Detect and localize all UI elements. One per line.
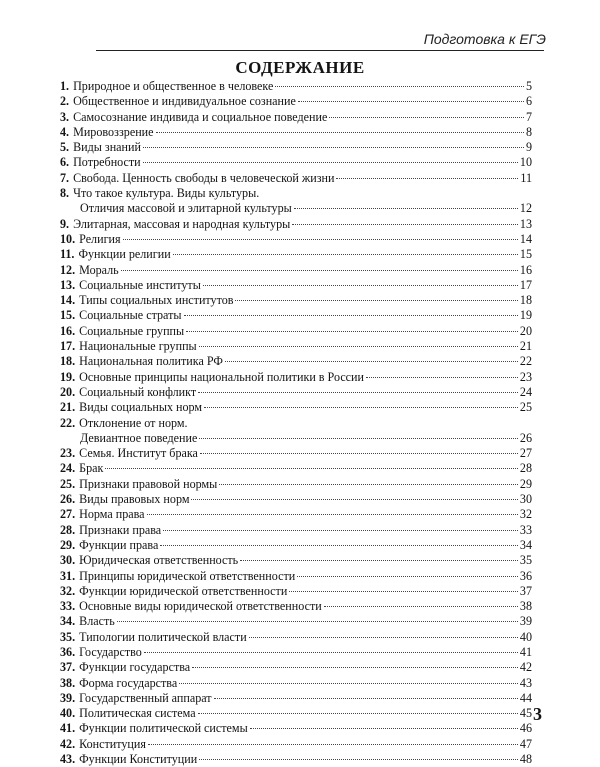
toc-entry-title: Свобода. Ценность свободы в человеческой жизни [73,170,335,185]
toc-entry [60,155,532,170]
toc-entry-title: Социальный конфликт [79,384,197,399]
toc-entry-title: Функции юридической ответственности [79,583,288,598]
dot-leader [184,315,518,316]
toc-entry [60,339,532,354]
toc-entry [60,140,532,155]
toc-entry-page: 32 [519,507,532,522]
dot-leader [143,147,524,148]
dot-leader [199,346,518,347]
toc-entry-page: 23 [519,369,532,384]
toc-entry-page: 21 [519,339,532,354]
dot-leader [192,667,518,668]
toc-entry-title: Признаки права [79,522,162,537]
toc-entry-number: 8. [60,186,70,201]
toc-entry-page: 39 [519,614,532,629]
toc-entry-number: 35. [60,629,76,644]
toc-entry [60,186,532,201]
toc-entry-number: 31. [60,568,76,583]
toc-entry [60,721,532,736]
toc-entry-number: 38. [60,675,76,690]
dot-leader [275,86,524,87]
toc-entry-number: 25. [60,476,76,491]
toc-entry-number: 9. [60,216,70,231]
toc-entry-number: 14. [60,293,76,308]
toc-entry-number: 10. [60,231,76,246]
toc-entry [60,523,532,538]
toc-entry-page: 16 [519,262,532,277]
toc-entry-title: Политическая система [79,706,196,721]
toc-entry [60,446,532,461]
toc-entry-number: 34. [60,614,76,629]
toc-entry-page: 26 [519,430,532,445]
toc-entry-page: 19 [519,308,532,323]
toc-entry-title: Государственный аппарат [79,690,212,705]
toc-entry [60,706,532,721]
toc-entry-number: 18. [60,354,76,369]
toc-entry-title: Виды социальных норм [79,400,203,415]
toc-entry-number: 28. [60,522,76,537]
toc-entry-page: 35 [519,553,532,568]
toc-entry [60,477,532,492]
toc-entry-continuation [60,201,532,216]
toc-entry-page: 24 [519,384,532,399]
toc-entry [60,492,532,507]
toc-entry-page: 34 [519,537,532,552]
toc-entry-number: 2. [60,94,70,109]
toc-entry-page: 12 [519,201,532,216]
dot-leader [289,591,518,592]
dot-leader [324,606,518,607]
toc-entry [60,370,532,385]
toc-entry-number: 15. [60,308,76,323]
toc-entry-page: 25 [519,400,532,415]
toc-entry [60,660,532,675]
toc-entry-number: 16. [60,323,76,338]
toc-entry-title: Социальные страты [79,308,182,323]
toc-entry [60,293,532,308]
running-header: Подготовка к ЕГЭ [423,31,546,47]
toc-entry [60,630,532,645]
toc-entry-page: 29 [519,476,532,491]
toc-entry [60,125,532,140]
dot-leader [179,683,518,684]
dot-leader [160,545,518,546]
dot-leader [191,499,517,500]
toc-entry-page: 11 [520,170,532,185]
dot-leader [329,117,524,118]
toc-entry-page: 8 [525,124,532,139]
toc-entry [60,584,532,599]
toc-entry-page: 30 [519,492,532,507]
toc-entry-title: Форма государства [79,675,178,690]
toc-entry-title: Природное и общественное в человеке [73,79,274,93]
dot-leader [225,361,518,362]
toc-entry-page: 13 [519,216,532,231]
toc-entry-number: 41. [60,721,76,736]
toc-entry-title: Виды знаний [73,140,141,155]
toc-entry-number: 19. [60,369,76,384]
toc-entry-number: 6. [60,155,70,170]
toc-entry-page: 5 [525,79,532,93]
toc-entry-number: 26. [60,492,76,507]
toc-entry [60,416,532,431]
dot-leader [144,652,518,653]
dot-leader [298,101,524,102]
toc-entry-title: Виды правовых норм [79,492,190,507]
toc-entry-number: 36. [60,644,76,659]
toc-entry-title: Мировоззрение [73,124,154,139]
dot-leader [147,514,518,515]
dot-leader [203,285,518,286]
toc-entry-number: 33. [60,599,76,614]
toc-entry [60,232,532,247]
toc-entry [60,569,532,584]
toc-entry-number: 40. [60,706,76,721]
toc-entry [60,324,532,339]
toc-entry-title: Религия [79,231,121,246]
header-rule [96,50,544,51]
dot-leader [297,576,518,577]
toc-entry-number: 20. [60,384,76,399]
toc-entry-title: Принципы юридической ответственности [79,568,296,583]
toc-entry-number: 39. [60,690,76,705]
page-title: СОДЕРЖАНИЕ [235,58,365,77]
toc-entry-title: Норма права [79,507,145,522]
toc-entry-page: 40 [519,629,532,644]
toc-entry-title: Мораль [79,262,119,277]
toc-entry-number: 27. [60,507,76,522]
toc-entry-page: 36 [519,568,532,583]
toc-entry-title: Типы социальных институтов [79,293,234,308]
dot-leader [214,698,518,699]
dot-leader [173,254,518,255]
toc-entry-title: Конституция [79,736,146,751]
toc-entry [60,354,532,369]
toc-entry-title: Национальная политика РФ [79,354,223,369]
dot-leader [199,759,518,760]
toc-entry [60,645,532,660]
toc-entry-number: 11. [60,247,75,262]
dot-leader [219,484,518,485]
toc-entry-page: 33 [519,522,532,537]
toc-entry-page: 37 [519,583,532,598]
dot-leader [366,377,518,378]
toc-entry [60,94,532,109]
toc-entry [60,461,532,476]
toc-entry [60,691,532,706]
toc-entry-title: Что такое культура. Виды культуры. [73,186,260,201]
toc-entry-page: 27 [519,446,532,461]
toc-entry-page: 7 [525,109,532,124]
dot-leader [198,713,518,714]
toc-entry-number: 24. [60,461,76,476]
toc-entry-page: 41 [519,644,532,659]
toc-entry-page: 17 [519,277,532,292]
toc-entry-number: 21. [60,400,76,415]
dot-leader [204,407,518,408]
dot-leader [123,239,518,240]
dot-leader [163,530,518,531]
toc-entry-page: 46 [519,721,532,736]
toc-entry-page: 10 [519,155,532,170]
toc-entry [60,263,532,278]
dot-leader [198,392,518,393]
toc-entry-title: Социальные группы [79,323,185,338]
dot-leader [199,438,518,439]
toc-entry [60,553,532,568]
dot-leader [200,453,518,454]
toc-entry-number: 5. [60,140,70,155]
toc-entry-number: 43. [60,752,76,767]
toc-entry [60,308,532,323]
toc-entry-title: Основные виды юридической ответственности [79,599,322,614]
toc-entry [60,217,532,232]
toc-entry-number: 37. [60,660,76,675]
dot-leader [292,224,518,225]
toc-entry-title: Признаки правовой нормы [79,476,218,491]
toc-entry-number: 29. [60,537,76,552]
toc-entry-page: 48 [519,752,532,767]
toc-entry-number: 1. [60,79,70,93]
toc-entry-page: 44 [519,690,532,705]
toc-entry-title: Общественное и индивидуальное сознание [73,94,296,109]
toc-entry-page: 14 [519,231,532,246]
toc-entry-number: 30. [60,553,76,568]
toc-entry-title: Функции политической системы [79,721,248,736]
dot-leader [240,560,518,561]
dot-leader [121,270,518,271]
toc-entry-title: Государство [79,644,142,659]
toc-entry-title: Отклонение от норм. [79,415,188,430]
dot-leader [148,744,518,745]
toc-entry-page: 47 [519,736,532,751]
toc-entry-page: 6 [525,94,532,109]
toc-entry-page: 18 [519,293,532,308]
toc-entry-number: 22. [60,415,76,430]
toc-entry [60,507,532,522]
toc-entry-page: 20 [519,323,532,338]
dot-leader [235,300,517,301]
toc-entry-number: 17. [60,339,76,354]
toc-entry-page: 43 [519,675,532,690]
toc-entry-title: Функции права [79,537,159,552]
toc-entry-title: Функции религии [78,247,171,262]
dot-leader [294,208,518,209]
toc-entry-page: 22 [519,354,532,369]
toc-entry-page: 42 [519,660,532,675]
toc-entry [60,278,532,293]
toc-entry-page: 15 [519,247,532,262]
dot-leader [250,728,518,729]
toc-entry-title-cont: Отличия массовой и элитарной культуры [80,201,292,216]
toc-entry-number: 3. [60,109,70,124]
toc-entry-title: Национальные группы [79,339,197,354]
toc-entry-title: Самосознание индивида и социальное поведение [73,109,328,124]
toc-entry [60,171,532,186]
toc-entry-page: 38 [519,599,532,614]
toc-entry [60,400,532,415]
toc-entry [60,110,532,125]
toc-entry-page: 45 [519,706,532,721]
toc-entry-title: Функции государства [79,660,191,675]
toc-entry-number: 4. [60,124,70,139]
table-of-contents [60,79,532,767]
toc-entry-number: 23. [60,446,76,461]
toc-entry-title-cont: Девиантное поведение [80,430,198,445]
toc-entry-title: Социальные институты [79,277,201,292]
toc-entry-title: Семья. Институт брака [79,446,198,461]
toc-entry-number: 42. [60,736,76,751]
toc-entry-number: 13. [60,277,76,292]
toc-entry-number: 7. [60,170,70,185]
toc-entry-title: Элитарная, массовая и народная культуры [73,216,291,231]
toc-entry-title: Юридическая ответственность [79,553,239,568]
toc-entry-page: 9 [525,140,532,155]
page-number: 3 [533,704,542,724]
dot-leader [143,162,518,163]
dot-leader [105,468,518,469]
toc-entry-continuation [60,431,532,446]
toc-entry [60,752,532,767]
toc-entry [60,599,532,614]
toc-entry [60,614,532,629]
toc-entry [60,79,532,94]
dot-leader [336,178,518,179]
toc-entry-number: 12. [60,262,76,277]
toc-entry-title: Потребности [73,155,141,170]
toc-entry-title: Типологии политической власти [79,629,247,644]
toc-entry-page: 28 [519,461,532,476]
dot-leader [117,621,518,622]
toc-entry [60,538,532,553]
toc-entry-title: Основные принципы национальной политики в России [79,369,364,384]
toc-entry-title: Функции Конституции [79,752,198,767]
dot-leader [186,331,518,332]
toc-entry-title: Власть [79,614,115,629]
toc-entry [60,247,532,262]
toc-entry-title: Брак [79,461,104,476]
toc-entry [60,385,532,400]
dot-leader [156,132,524,133]
toc-entry [60,676,532,691]
toc-entry-number: 32. [60,583,76,598]
dot-leader [249,637,518,638]
